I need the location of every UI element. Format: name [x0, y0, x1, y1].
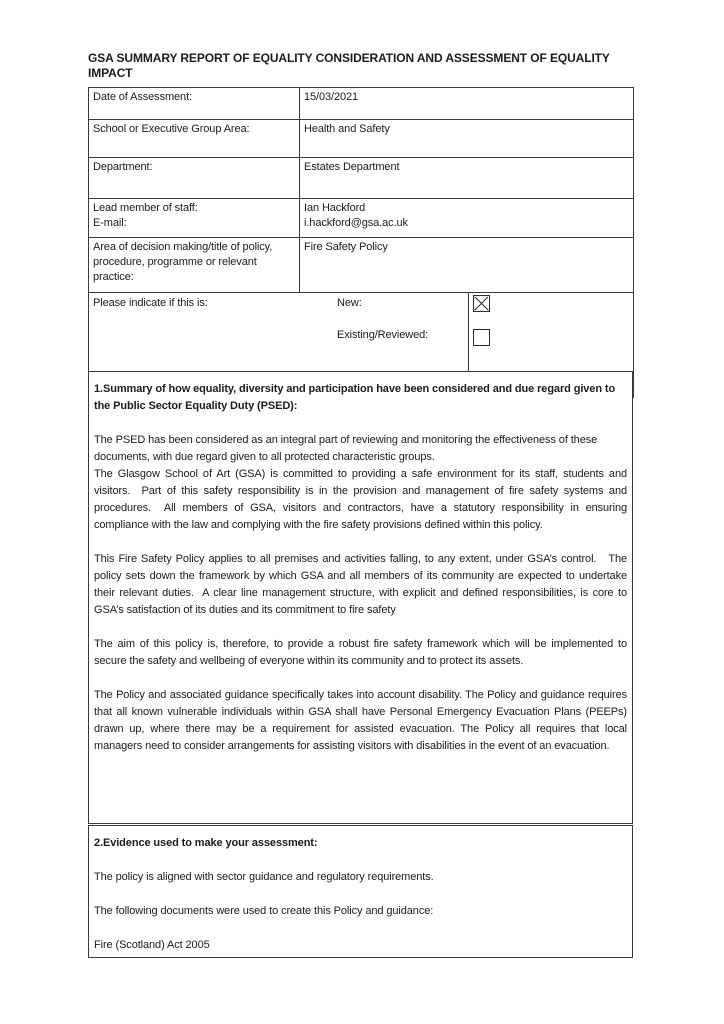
field-value: Fire Safety Policy: [300, 238, 634, 293]
paragraph: The policy is aligned with sector guidance and regulatory requirements.: [94, 871, 434, 883]
paragraph: This Fire Safety Policy applies to all premises and activities falling, to any extent, under GSA’s control. The policy sets down the framework by which GSA and all members of its community are expected to undertake their relevant duties. A clear line management structure, with explicit and defined responsibilities, is core to GSA’s satisfaction of its duties and its commitment to fire safety: [94, 553, 630, 616]
indicate-options: [337, 295, 428, 359]
email-label: E-mail:: [93, 217, 127, 229]
lead-staff-label: Lead member of staff:: [93, 202, 198, 214]
paragraph: Fire (Scotland) Act 2005: [94, 939, 210, 951]
paragraph: The Policy and associated guidance specifically takes into account disability. The Policy and guidance requires that all known vulnerable individuals within GSA shall have Personal Emergency Evacuation Plans (PEEPs) drawn up, where there may be a requirement for assisted evacuation. The Policy all requires that local managers need to consider arrangements for assisting visitors with disabilities in the event of an evacuation.: [94, 689, 630, 752]
existing-reviewed-option-label: Existing/Reviewed:: [337, 329, 429, 341]
page-title: GSA SUMMARY REPORT OF EQUALITY CONSIDERATION AND ASSESSMENT OF EQUALITY IMPACT: [88, 51, 610, 80]
lead-staff-value: Ian Hackford: [304, 202, 366, 214]
field-label: Date of Assessment:: [89, 88, 300, 120]
field-value: 15/03/2021: [300, 88, 634, 120]
table-row: [89, 88, 634, 120]
section-summary-psed: [88, 371, 633, 824]
field-value: [300, 199, 634, 238]
indicate-label: Please indicate if this is:: [93, 297, 208, 309]
table-row: [89, 199, 634, 238]
paragraph: The Glasgow School of Art (GSA) is committed to providing a safe environment for its staff, students and visitors. Part of this safety responsibility is in the provision and management of fire safety systems and procedures. All members of GSA, visitors and contractors, have a statutory responsibility in ensuring compliance with the law and complying with the fire safety provisions defined within this policy.: [94, 468, 630, 531]
email-value: i.hackford@gsa.ac.uk: [304, 217, 408, 229]
field-label: Department:: [89, 158, 300, 199]
table-row: [89, 120, 634, 158]
section-2-heading: 2.Evidence used to make your assessment:: [94, 837, 318, 849]
paragraph: The PSED has been considered as an integral part of reviewing and monitoring the effectiveness of these documents, with due regard given to all protected characteristic groups.: [94, 434, 601, 463]
section-1-heading: 1.Summary of how equality, diversity and participation have been considered and due regard given to the Public Sector Equality Duty (PSED):: [94, 383, 616, 412]
section-evidence: [88, 825, 633, 958]
field-value: Health and Safety: [300, 120, 634, 158]
new-checkbox[interactable]: [473, 295, 490, 312]
existing-reviewed-checkbox[interactable]: [473, 329, 490, 346]
paragraph: The following documents were used to create this Policy and guidance:: [94, 905, 434, 917]
field-value: Estates Department: [300, 158, 634, 199]
table-row: [89, 158, 634, 199]
paragraph: The aim of this policy is, therefore, to provide a robust fire safety framework which will be implemented to secure the safety and wellbeing of everyone within its community and to protect its assets.: [94, 638, 630, 667]
field-label: [89, 199, 300, 238]
new-option-label: New:: [337, 297, 362, 309]
field-label: School or Executive Group Area:: [89, 120, 300, 158]
table-row: [89, 238, 634, 293]
field-label: Area of decision making/title of policy, procedure, programme or relevant practice:: [89, 238, 300, 293]
assessment-header-table: [88, 87, 634, 398]
